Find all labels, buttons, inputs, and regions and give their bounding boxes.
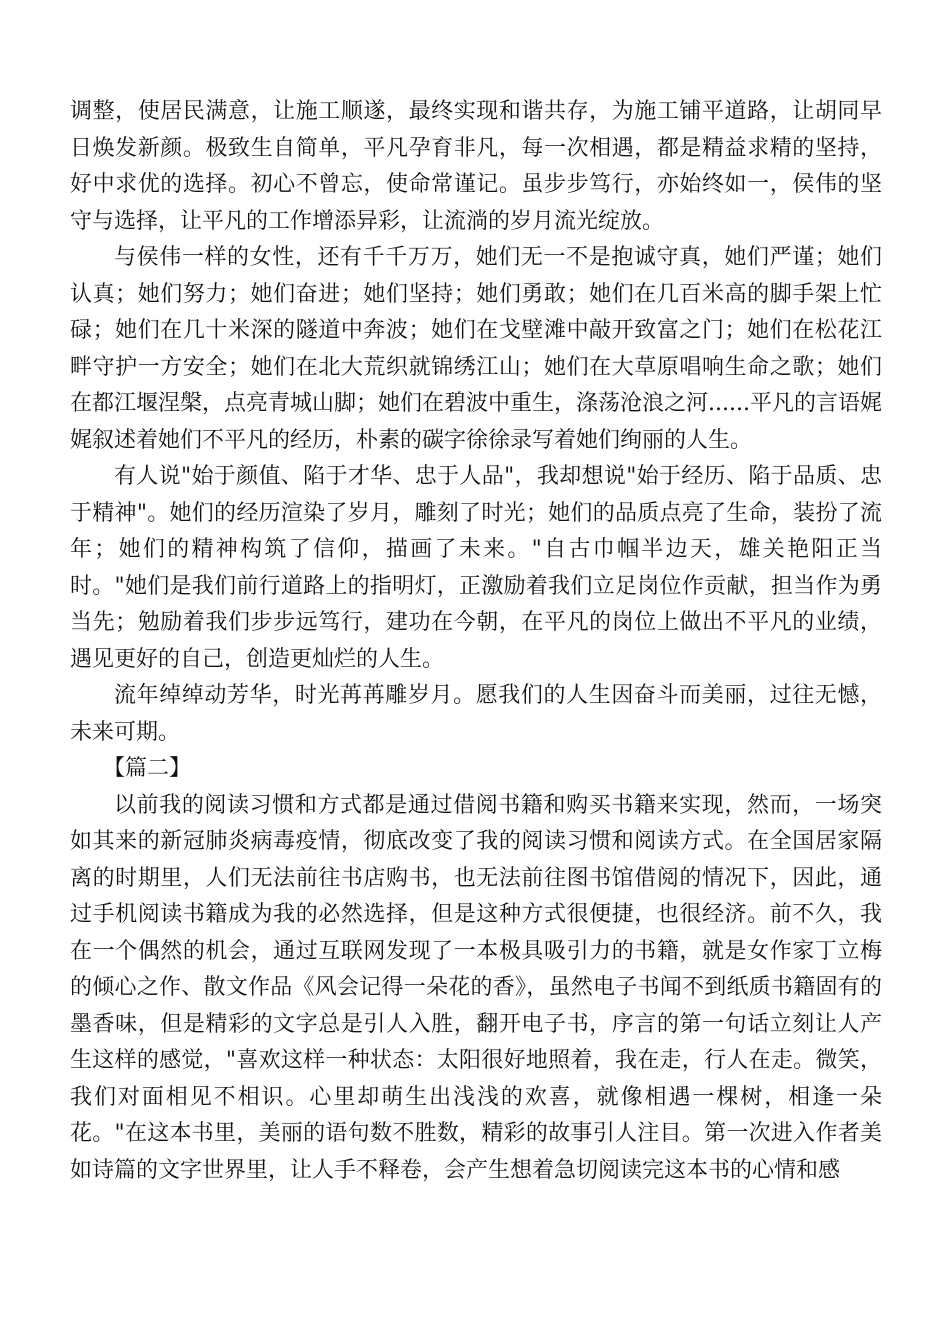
paragraph-quote: 有人说"始于颜值、陷于才华、忠于人品"，我却想说"始于经历、陷于品质、忠于精神"。她们的经历渲染了岁月，雕刻了时光；她们的品质点亮了生命，装扮了流年；她们的精神构筑了信仰，描画了未来。"自古巾帼半边天，雄关艳阳正当时。"她们是我们前行道路上的指明灯，正激励着我们立足岗位作贡献，担当作为勇当先；勉励着我们步步远笃行，建功在今朝，在平凡的岗位上做出不平凡的业绩，遇见更好的自己，创造更灿烂的人生。 xyxy=(70,464,882,672)
paragraph-closing: 流年绰绰动芳华，时光苒苒雕岁月。愿我们的人生因奋斗而美丽，过往无憾，未来可期。 xyxy=(70,683,882,745)
paragraph-reading: 以前我的阅读习惯和方式都是通过借阅书籍和购买书籍来实现，然而，一场突如其来的新冠肺炎病毒疫情，彻底改变了我的阅读习惯和阅读方式。在全国居家隔离的时期里，人们无法前往书店购书，也无法前往图书馆借阅的情况下，因此，通过手机阅读书籍成为我的必然选择，但是这种方式很便捷，也很经济。前不久，我在一个偶然的机会，通过互联网发现了一本极具吸引力的书籍，就是女作家丁立梅的倾心之作、散文作品《风会记得一朵花的香》，虽然电子书闻不到纸质书籍固有的墨香味，但是精彩的文字总是引人入胜，翻开电子书，序言的第一句话立刻让人产生这样的感觉，"喜欢这样一种状态：太阳很好地照着，我在走，行人在走。微笑，我们对面相见不相识。心里却萌生出浅浅的欢喜，就像相遇一棵树，相逢一朵花。"在这本书里，美丽的语句数不胜数，精彩的故事引人注目。第一次进入作者美如诗篇的文字世界里，让人手不释卷，会产生想着急切阅读完这本书的心情和感 xyxy=(70,792,882,1183)
paragraph-women: 与侯伟一样的女性，还有千千万万，她们无一不是抱诚守真，她们严谨；她们认真；她们努力；她们奋进；她们坚持；她们勇敢；她们在几百米高的脚手架上忙碌；她们在几十米深的隧道中奔波；她们在戈壁滩中敲开致富之门；她们在松花江畔守护一方安全；她们在北大荒织就锦绣江山；她们在大草原唱响生命之歌；她们在都江堰涅槃，点亮青城山脚；她们在碧波中重生，涤荡沧浪之河......平凡的言语娓娓叙述着她们不平凡的经历，朴素的碳字徐徐录写着她们绚丽的人生。 xyxy=(70,245,882,453)
section-heading: 【篇二】 xyxy=(103,756,192,781)
paragraph-continuation: 调整，使居民满意，让施工顺遂，最终实现和谐共存，为施工铺平道路，让胡同早日焕发新颜。极致生自简单，平凡孕育非凡，每一次相遇，都是精益求精的坚持，好中求优的选择。初心不曾忘，使命常谨记。虽步步笃行，亦始终如一，侯伟的坚守与选择，让平凡的工作增添异彩，让流淌的岁月流光绽放。 xyxy=(70,99,882,234)
document-page xyxy=(70,94,882,1189)
